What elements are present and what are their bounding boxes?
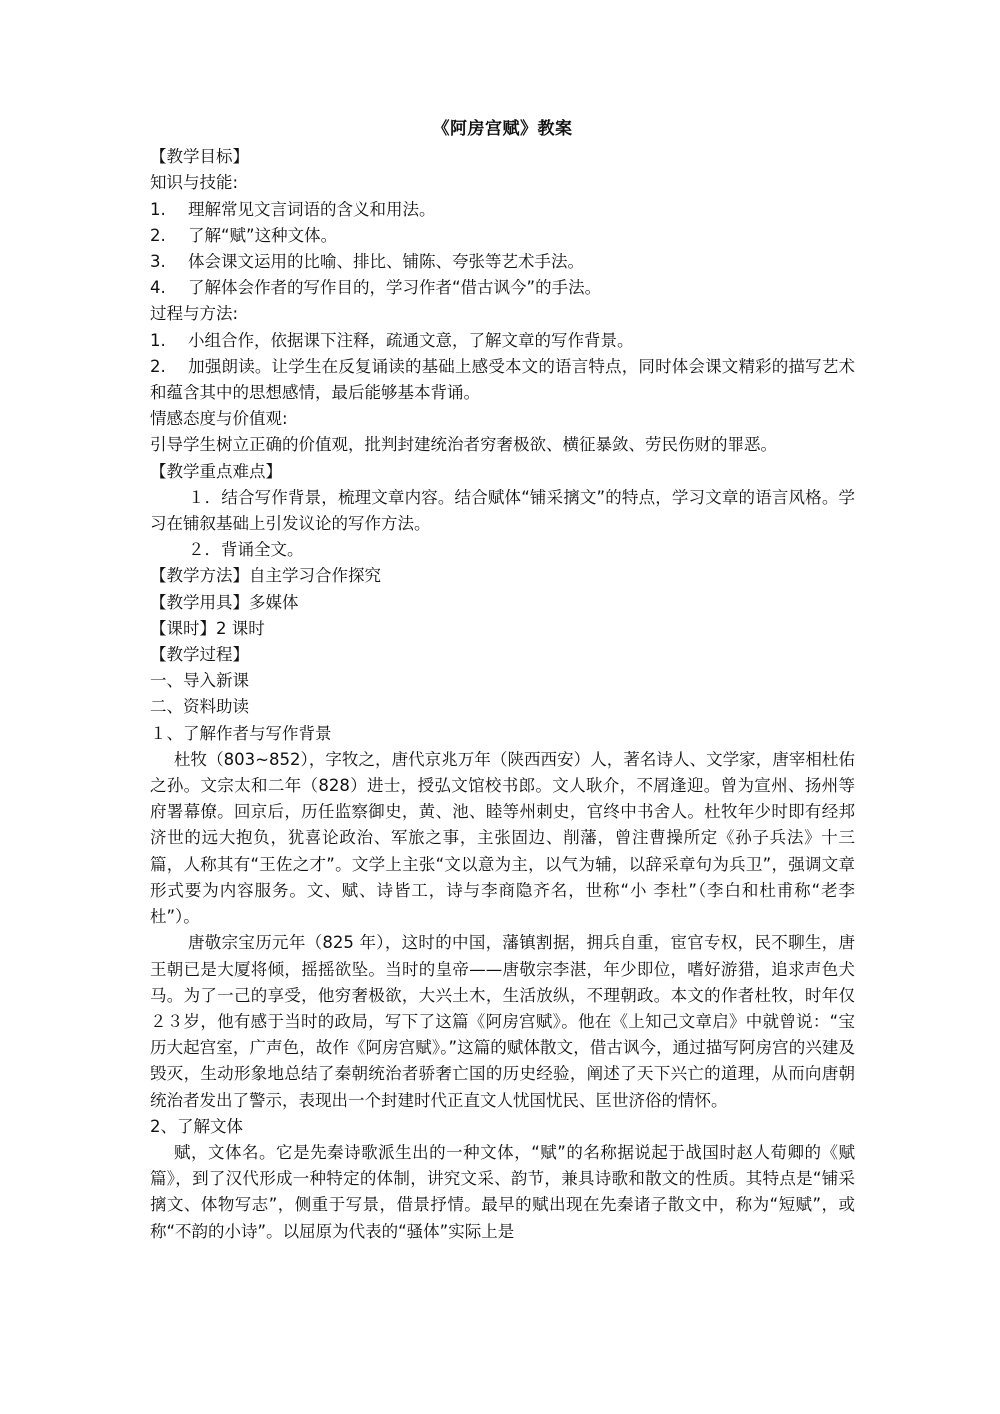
body-paragraph: 唐敬宗宝历元年（825 年），这时的中国，藩镇割据，拥兵自重，宦官专权，民不聊生，唐王朝已是大厦将倾，摇摇欲坠。当时的皇帝——唐敬宗李湛，年少即位，嗜好游猎，追求声色犬马。为了一己的享受，他穷奢极欲，大兴土木，生活放纵，不理朝政。本文的作者杜牧，时年仅２３岁，他有感于当时的政局，写下了这篇《阿房宫赋》。他在《上知己文章启》中就曾说：“宝历大起宫室，广声色，故作《阿房宫赋》。”这篇的赋体散文，借古讽今，通过描写阿房宫的兴建及毁灭，生动形象地总结了秦朝统治者骄奢亡国的历史经验，阐述了天下兴亡的道理，从而向唐朝统治者发出了警示，表现出一个封建时代正直文人忧国忧民、匡世济俗的情怀。 [150, 933, 855, 1110]
class-hours: 【课时】2 课时 [150, 618, 265, 638]
item-number: 2. [150, 225, 166, 245]
knowledge-item [150, 223, 855, 249]
item-number: 3. [150, 252, 166, 272]
key-point-item: １．结合写作背景，梳理文章内容。结合赋体“铺采摛文”的特点，学习文章的语言风格。学习在铺叙基础上引发议论的写作方法。 [150, 487, 855, 534]
process-item [150, 354, 855, 406]
item-text: 小组合作，依据课下注释，疏通文意，了解文章的写作背景。 [188, 330, 634, 350]
item-text: 理解常见文言词语的含义和用法。 [188, 199, 436, 219]
document-body [150, 116, 855, 1245]
step-heading: 一、导入新课 [150, 671, 249, 691]
emotion-heading: 情感态度与价值观: [150, 409, 288, 429]
body-paragraph: 赋，文体名。它是先秦诗歌派生出的一种文体，“赋”的名称据说起于战国时赵人荀卿的《赋篇》，到了汉代形成一种特定的体制，讲究文采、韵节，兼具诗歌和散文的性质。其特点是“铺采摛文、体物写志”，侧重于写景，借景抒情。最早的赋出现在先秦诸子散文中，称为“短赋”，或称“不韵的小诗”。以屈原为代表的“骚体”实际上是 [150, 1142, 855, 1241]
item-number: 2. [150, 356, 166, 376]
item-text: 了解体会作者的写作目的，学习作者“借古讽今”的手法。 [188, 278, 602, 298]
teaching-tools: 【教学用具】多媒体 [150, 592, 299, 612]
knowledge-item [150, 249, 855, 275]
key-point-item: ２．背诵全文。 [188, 540, 304, 560]
process-heading: 过程与方法: [150, 304, 239, 324]
section-heading-process: 【教学过程】 [150, 645, 249, 665]
emotion-text: 引导学生树立正确的价值观，批判封建统治者穷奢极欲、横征暴敛、劳民伤财的罪恶。 [150, 435, 777, 455]
process-item [150, 328, 855, 354]
item-number: 1. [150, 199, 166, 219]
step-heading: 二、资料助读 [150, 697, 249, 717]
teaching-method: 【教学方法】自主学习合作探究 [150, 566, 381, 586]
item-text: 加强朗读。让学生在反复诵读的基础上感受本文的语言特点，同时体会课文精彩的描写艺术和蕴含其中的思想感情，最后能够基本背诵。 [150, 356, 855, 403]
knowledge-item [150, 197, 855, 223]
item-text: 体会课文运用的比喻、排比、铺陈、夸张等艺术手法。 [188, 252, 584, 272]
item-number: 1. [150, 330, 166, 350]
item-number: 4. [150, 278, 166, 298]
body-paragraph: 杜牧（803~852），字牧之，唐代京兆万年（陕西西安）人，著名诗人、文学家，唐宰相杜佑之孙。文宗太和二年（828）进士，授弘文馆校书郎。文人耿介，不屑逢迎。曾为宣州、扬州等府署幕僚。回京后，历任监察御史，黄、池、睦等州刺史，官终中书舍人。杜牧年少时即有经邦济世的远大抱负，犹喜论政治、军旅之事，主张固边、削藩，曾注曹操所定《孙子兵法》十三篇，人称其有“王佐之才”。文学上主张“文以意为主，以气为辅，以辞采章句为兵卫”，强调文章形式要为内容服务。文、赋、诗皆工，诗与李商隐齐名，世称“小 李杜”（李白和杜甫称“老李杜”）。 [150, 749, 855, 927]
section-heading-key-points: 【教学重点难点】 [150, 461, 282, 481]
item-text: 了解“赋”这种文体。 [188, 225, 338, 245]
knowledge-heading: 知识与技能: [150, 173, 239, 193]
section-heading-objectives: 【教学目标】 [150, 147, 249, 167]
page-title: 《阿房宫赋》教案 [432, 119, 573, 139]
sub-heading: 2、了解文体 [150, 1116, 243, 1136]
knowledge-item [150, 275, 855, 301]
sub-heading: １、了解作者与写作背景 [150, 723, 332, 743]
